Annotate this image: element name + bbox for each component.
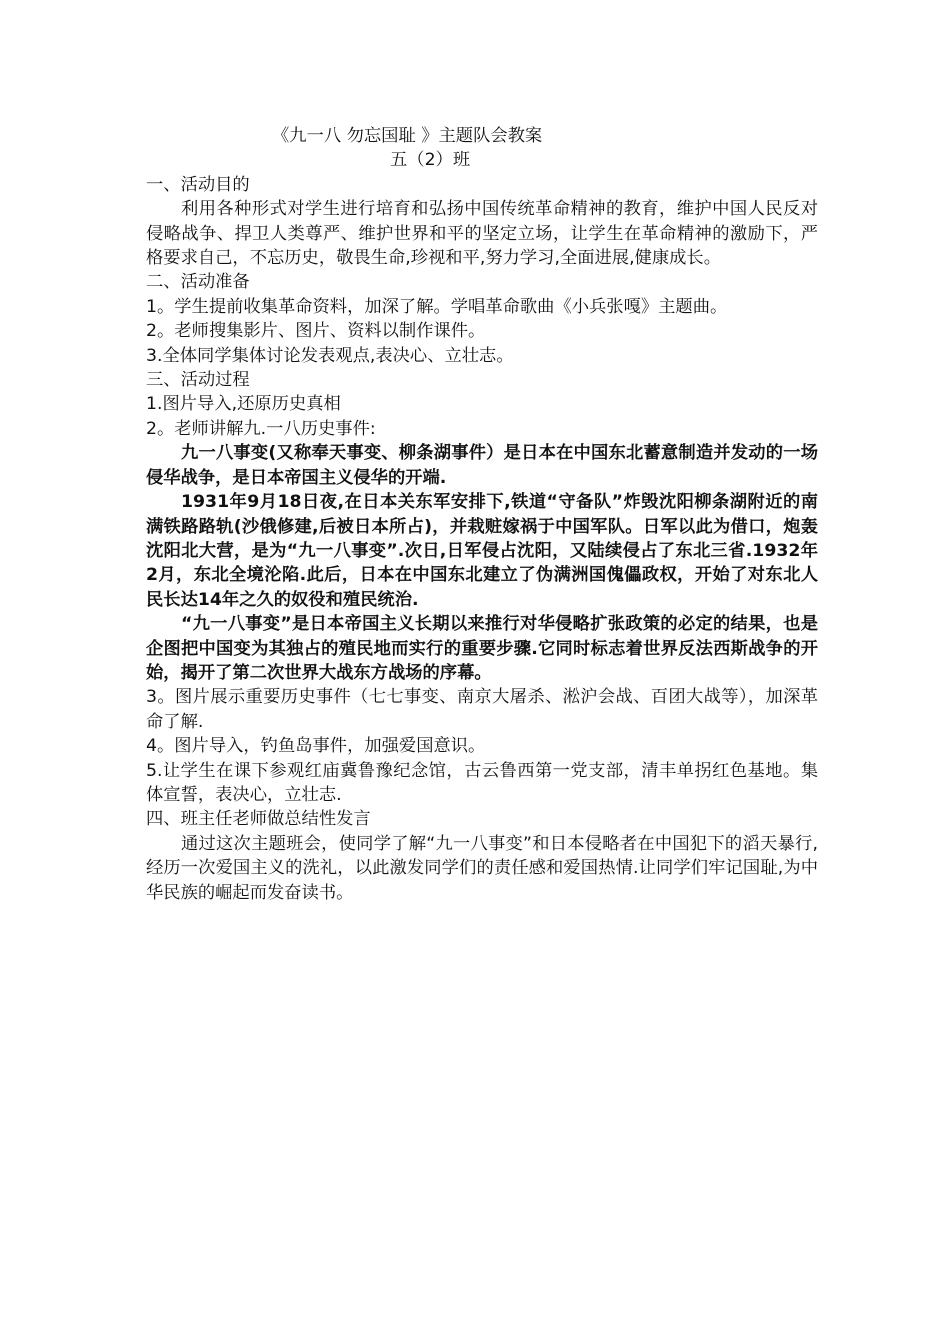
section-heading-preparation: 二、活动准备 bbox=[146, 272, 250, 293]
summary-paragraph: 通过这次主题班会，使同学了解“九一八事变”和日本侵略者在中国犯下的滔天暴行,经历一次爱国主义的洗礼，以此激发同学们的责任感和爱国热情.让同学们牢记国耻,为中华民族的崛起而发奋读书。 bbox=[146, 833, 818, 903]
document-title: 《九一八 勿忘国耻 》主题队会教案 bbox=[272, 126, 543, 146]
history-paragraph-3: “九一八事变”是日本帝国主义长期以来推行对华侵略扩张政策的必定的结果，也是企图把中国变为其独占的殖民地而实行的重要步骤.它同时标志着世界反法西斯战争的开始，揭开了第二次世界大战东方战场的序幕。 bbox=[146, 614, 818, 683]
section-heading-summary: 四、班主任老师做总结性发言 bbox=[146, 809, 371, 830]
history-paragraph-1: 九一八事变(又称奉天事变、柳条湖事件）是日本在中国东北蓄意制造并发动的一场侵华战争，是日本帝国主义侵华的开端. bbox=[146, 443, 818, 488]
preparation-item-2: 2。老师搜集影片、图片、资料以制作课件。 bbox=[146, 321, 486, 342]
class-line: 五（2）班 bbox=[390, 150, 471, 171]
process-item-3: 3。图片展示重要历史事件（七七事变、南京大屠杀、淞沪会战、百团大战等），加深革命了解. bbox=[146, 687, 818, 732]
purpose-paragraph: 利用各种形式对学生进行培育和弘扬中国传统革命精神的教育，维护中国人民反对侵略战争、捍卫人类尊严、维护世界和平的坚定立场，让学生在革命精神的激励下，严格要求自己，不忘历史，敬畏生命,珍视和平,努力学习,全面进展,健康成长。 bbox=[146, 199, 818, 269]
section-heading-purpose: 一、活动目的 bbox=[146, 174, 250, 195]
preparation-item-3: 3.全体同学集体讨论发表观点,表决心、立壮志。 bbox=[146, 345, 514, 366]
history-paragraph-2: 1931年9月18日夜,在日本关东军安排下,铁道“守备队”炸毁沈阳柳条湖附近的南满铁路路轨(沙俄修建,后被日本所占)，并栽赃嫁祸于中国军队。日军以此为借口，炮轰沈阳北大营，是为“九一八事变”.次日,日军侵占沈阳，又陆续侵占了东北三省.1932年2月，东北全境沦陷.此后，日本在中国东北建立了伪满洲国傀儡政权，开始了对东北人民长达14年之久的奴役和殖民统治. bbox=[146, 492, 818, 610]
preparation-item-1: 1。学生提前收集革命资料，加深了解。学唱革命歌曲《小兵张嘎》主题曲。 bbox=[146, 296, 728, 317]
section-heading-process: 三、活动过程 bbox=[146, 370, 250, 391]
process-item-4: 4。图片导入，钓鱼岛事件，加强爱国意识。 bbox=[146, 736, 486, 757]
process-item-2: 2。老师讲解九.一八历史事件: bbox=[146, 418, 376, 439]
lesson-plan-body bbox=[146, 124, 818, 905]
process-item-1: 1.图片导入,还原历史真相 bbox=[146, 394, 341, 415]
process-item-5: 5.让学生在课下参观红庙冀鲁豫纪念馆，古云鲁西第一党支部，清丰单拐红色基地。集体宣誓，表决心，立壮志. bbox=[146, 760, 818, 805]
